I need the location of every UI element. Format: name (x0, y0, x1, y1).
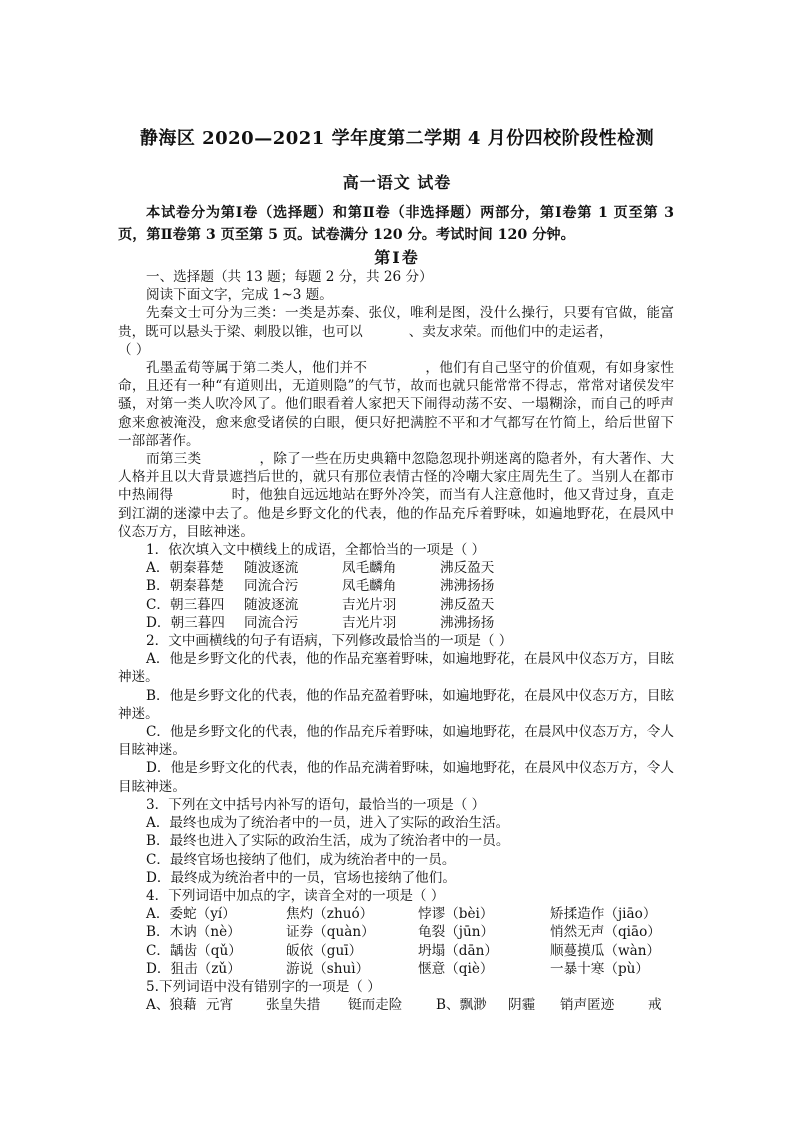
q3-option-b: B．最终也进入了实际的政治生活，成为了统治者中的一员。 (146, 833, 510, 850)
question-5-stem: 5.下列词语中没有错别字的一项是（ ） (146, 978, 381, 995)
q3-option-d: D．最终成为统治者中的一员，官场也接纳了他们。 (146, 869, 456, 886)
question-body (118, 268, 674, 1014)
passage-paragraph-2: 孔墨孟荀等属于第二类人，他们并不 ，他们有自己坚守的价值观，有如身家性命，且还有一种“有道则出，无道则隐”的气节，故而也就只能常常不得志，常常对诸侯发牢骚，对第一类人吹冷风了。他们眼看着人家把天下闹得动荡不安、一塌糊涂，而自己的呼声愈来愈被淹没，愈来愈受诸侯的白眼，便只好把满腔不平和才气都写在竹简上，给后世留下一部部著作。 (118, 360, 675, 449)
exam-instructions: 本试卷分为第Ⅰ卷（选择题）和第Ⅱ卷（非选择题）两部分，第Ⅰ卷第 1 页至第 3 页，第Ⅱ卷第 3 页至第 5 页。试卷满分 120 分。考试时间 120 分钟。 (118, 205, 674, 243)
question-3-stem: 3．下列在文中括号内补写的语句，最恰当的一项是（ ） (146, 796, 486, 813)
q3-option-a: A．最终也成为了统治者中的一员，进入了实际的政治生活。 (146, 815, 510, 832)
question-2-stem: 2．文中画横线的句子有语病，下列修改最恰当的一项是（ ） (146, 633, 513, 650)
q3-option-c: C．最终官场也接纳了他们，成为统治者中的一员。 (146, 851, 456, 868)
q2-option-c: C．他是乡野文化的代表，他的作品充斥着野味，如遍地野花，在晨风中仪态万方，令人目眩神迷。 (118, 724, 674, 759)
answer-bracket: （ ） (118, 341, 150, 358)
section-heading: 一、选择题（共 13 题；每题 2 分，共 26 分） (146, 269, 433, 285)
q5-options-row: A、狼藉 元宵 张皇失措 铤而走险 B、飘渺 阴霾 销声匿迹 戒 (146, 997, 662, 1014)
exam-subtitle: 高一语文 试卷 (342, 173, 452, 192)
question-4-stem: 4．下列词语中加点的字，读音全对的一项是（ ） (146, 887, 445, 904)
reading-instruction: 阅读下面文字，完成 1~3 题。 (146, 287, 333, 304)
part-heading: 第Ⅰ卷 (374, 248, 420, 267)
q4-option-b: B．木讷（nè） 证券（quàn） 龟裂（jūn） 悄然无声（qiāo） (146, 924, 661, 941)
question-1-stem: 1．依次填入文中横线上的成语，全都恰当的一项是（ ） (146, 542, 486, 559)
q2-option-b: B．他是乡野文化的代表，他的作品充盈着野味，如遍地野花，在晨风中仪态万方，目眩神迷。 (118, 687, 674, 722)
exam-title: 静海区 2020—2021 学年度第二学期 4 月份四校阶段性检测 (139, 128, 655, 149)
q2-option-a: A．他是乡野文化的代表，他的作品充塞着野味，如遍地野花，在晨风中仪态万方，目眩神迷。 (118, 651, 674, 686)
passage-paragraph-1: 先秦文士可分为三类：一类是苏秦、张仪，唯利是图，没什么操行，只要有官做，能富贵，既可以悬头于梁、刺股以锥，也可以 、卖友求荣。而他们中的走运者， （ ） (118, 305, 674, 358)
q4-option-c: C．龋齿（qǔ） 皈依（guī） 坍塌（dān） 顺蔓摸瓜（wàn） (146, 942, 661, 959)
q4-option-a: A．委蛇（yí） 焦灼（zhuó） 悖谬（bèi） 矫揉造作（jiāo） (146, 906, 657, 923)
q2-option-d: D．他是乡野文化的代表，他的作品充满着野味，如遍地野花，在晨风中仪态万方，令人目眩神迷。 (118, 760, 674, 795)
q4-option-d: D．狙击（zǔ） 游说（shuì） 惬意（qiè） 一暴十寒（pù） (146, 960, 650, 977)
q1-option-d: D．朝三暮四 同流合污 吉光片羽 沸沸扬扬 (146, 614, 495, 631)
q1-option-a: A．朝秦暮楚 随波逐流 凤毛麟角 沸反盈天 (146, 560, 495, 577)
passage-paragraph-3: 而第三类 ，除了一些在历史典籍中忽隐忽现扑朔迷离的隐者外，有大著作、大人格并且以大背景遮挡后世的，就只有那位表情古怪的冷嘲大家庄周先生了。当别人在都市中热闹得 时，他独自远远地站在野外冷笑，而当有人注意他时，他又背过身，直走到江湖的迷濛中去了。他是乡野文化的代表，他的作品充斥着野味，如遍地野花，在晨风中仪态万方，目眩神迷。 (118, 451, 675, 540)
q1-option-c: C．朝三暮四 随波逐流 吉光片羽 沸反盈天 (146, 596, 495, 613)
q1-option-b: B．朝秦暮楚 同流合污 凤毛麟角 沸沸扬扬 (146, 578, 495, 595)
